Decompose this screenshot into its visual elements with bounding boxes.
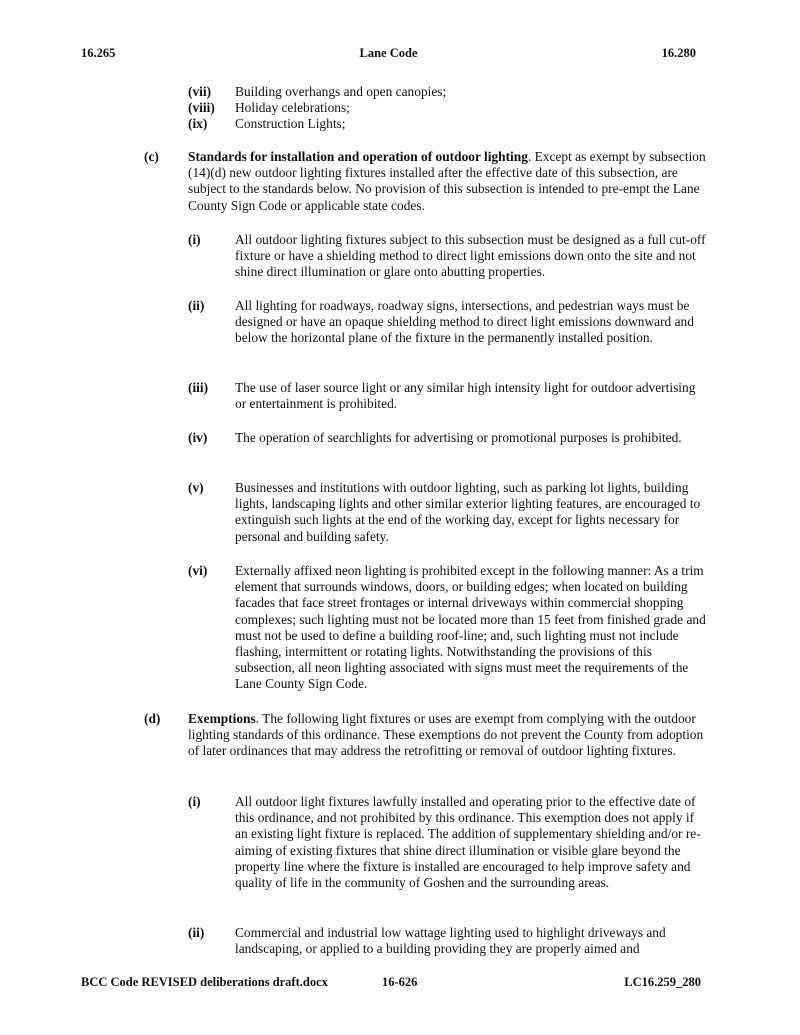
item-text: Businesses and institutions with outdoor lighting, such as parking lot lights, building lights, landscaping lights and other similar exterior lighting features, are encouraged to extinguish such lights at the end of the working day, except for lights necessary for personal and building safety.: [235, 480, 701, 544]
section-d-intro: . The following light fixtures or uses are exempt from complying with the outdoor lighting standards of this ordinance. These exemptions do not prevent the County from adoption of later ordinances that may address the retrofitting or removal of outdoor lighting fixtures.: [188, 711, 704, 759]
list-item-number: (vii): [188, 84, 212, 99]
footer-section-ref: LC16.259_280: [624, 975, 701, 989]
list-item-text: Construction Lights;: [235, 116, 346, 131]
header-section-end: 16.280: [661, 46, 696, 60]
item-number: (ii): [188, 925, 205, 940]
section-c-number: (c): [144, 149, 159, 164]
item-number: (ii): [188, 298, 205, 313]
page-header: [81, 45, 696, 63]
item-text: All outdoor lighting fixtures subject to this subsection must be designed as a full cut-off fixture or have a shielding method to direct light emissions down onto the site and not shine direct illumination or glare onto abutting properties.: [235, 232, 706, 280]
section-d-heading: Exemptions: [188, 711, 256, 726]
item-text: All lighting for roadways, roadway signs, intersections, and pedestrian ways must be designed or have an opaque shielding method to direct light emissions downward and below the horizontal plane of the fixture in the permanently installed position.: [235, 298, 694, 346]
list-item: [188, 84, 708, 100]
section-c-paragraph: [188, 149, 709, 214]
item-number: (i): [188, 232, 201, 247]
item-number: (iii): [188, 380, 209, 395]
list-item-number: (viii): [188, 100, 215, 115]
section-d-paragraph: [188, 711, 709, 760]
list-item: [188, 100, 708, 116]
section-d-number: (d): [144, 711, 161, 726]
section-c-intro: . Except as exempt by subsection (14)(d) new outdoor lighting fixtures installed after the effective date of this subsection, are subject to the standards below. No provision of this subsection is intended to pre-empt the Lane County Sign Code or applicable state codes.: [188, 149, 706, 213]
header-section-start: 16.265: [81, 46, 116, 60]
item-number: (v): [188, 480, 204, 495]
page-footer: [81, 974, 701, 992]
list-item-text: Holiday celebrations;: [235, 100, 350, 115]
item-number: (iv): [188, 430, 208, 445]
footer-filename: BCC Code REVISED deliberations draft.docx: [81, 975, 328, 989]
footer-page-number: 16-626: [382, 975, 418, 989]
item-text: All outdoor light fixtures lawfully installed and operating prior to the effective date of this ordinance, and not prohibited by this ordinance. This exemption does not apply if an existing light fixture is replaced. The addition of supplementary shielding and/or re-aiming of existing fixtures that shine direct illumination or visible glare beyond the property line where the fixture is installed are encouraged to help improve safety and quality of life in the community of Goshen and the surrounding areas.: [235, 794, 701, 891]
item-number: (vi): [188, 563, 208, 578]
item-text: The operation of searchlights for advertising or promotional purposes is prohibited.: [235, 430, 682, 445]
list-item: [188, 116, 708, 132]
header-title: Lane Code: [359, 46, 418, 60]
list-item-text: Building overhangs and open canopies;: [235, 84, 447, 99]
item-text: Externally affixed neon lighting is prohibited except in the following manner: As a trim element that surrounds windows, doors, or building edges; when located on building facades that face street frontages or internal driveways within commercial shopping complexes; such lighting must not be located more than 15 feet from finished grade and must not be used to define a building roof-line; and, such lighting must not include flashing, intermittent or rotating lights. Notwithstanding the provisions of this subsection, all neon lighting associated with signs must meet the requirements of the Lane County Sign Code.: [235, 563, 706, 692]
item-text: Commercial and industrial low wattage lighting used to highlight driveways and landscaping, or applied to a building providing they are properly aimed and: [235, 925, 666, 957]
list-item-number: (ix): [188, 116, 208, 131]
item-number: (i): [188, 794, 201, 809]
item-text: The use of laser source light or any similar high intensity light for outdoor advertising or entertainment is prohibited.: [235, 380, 696, 412]
section-c-heading: Standards for installation and operation of outdoor lighting: [188, 149, 528, 164]
